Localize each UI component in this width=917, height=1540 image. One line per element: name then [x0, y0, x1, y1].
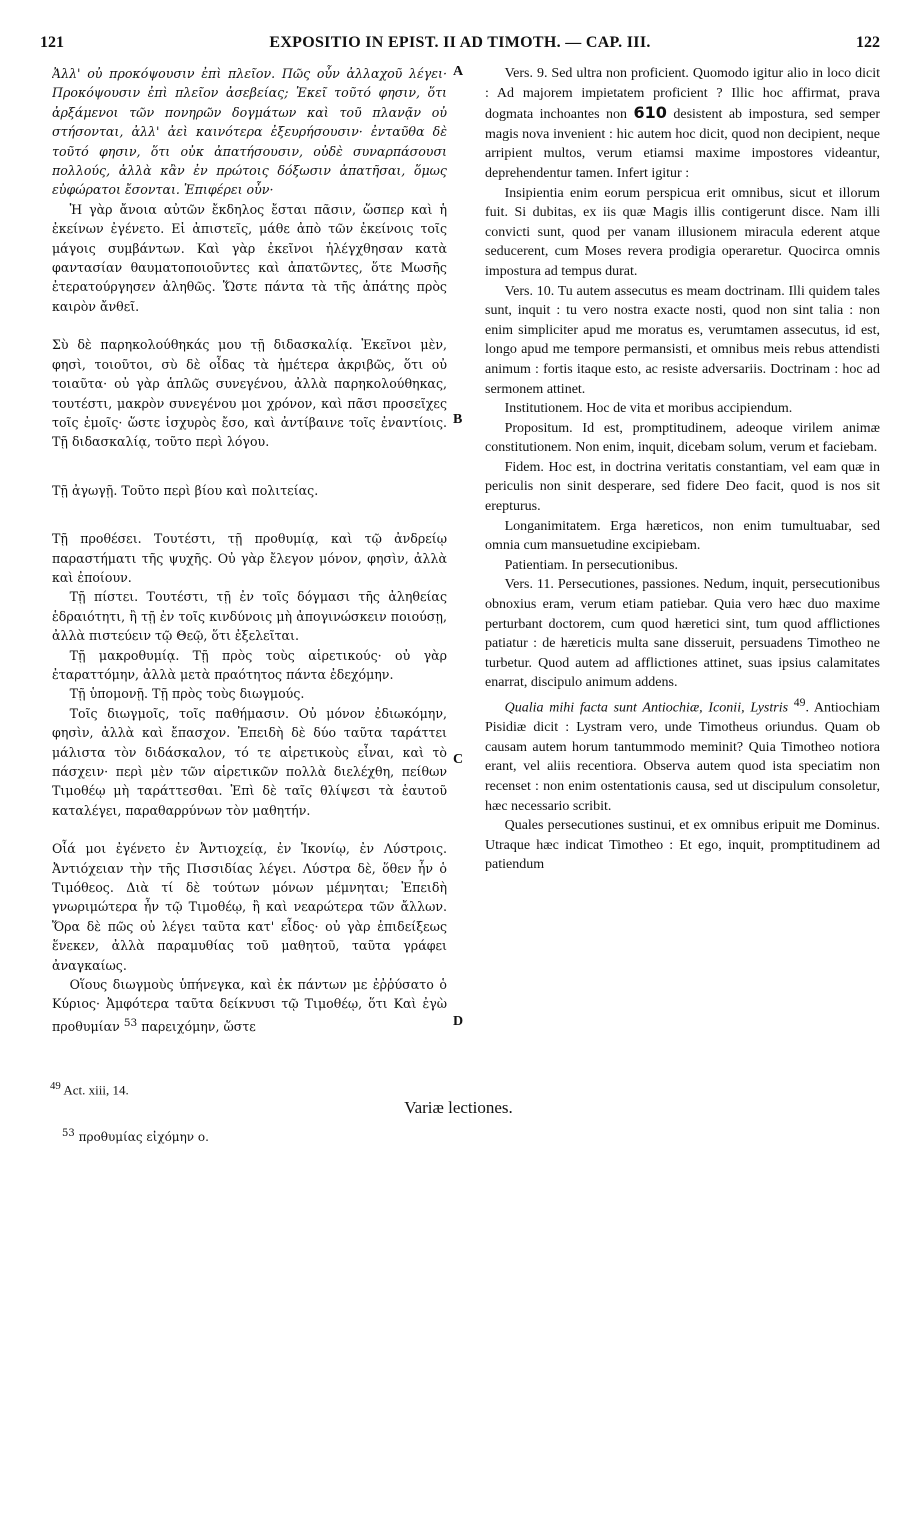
greek-paragraph	[52, 975, 447, 1036]
greek-paragraph: Ἡ γὰρ ἄνοια αὐτῶν ἔκδηλος ἔσται πᾶσιν, ὥσπερ καὶ ἡ ἐκείνων ἐγένετο. Εἰ ἀπιστεῖς, μάθε ἀπὸ τῶν ἐκείνοις τοῖς μάγοις συμβάντων. Καὶ γὰρ ἐκεῖνοι ἠλέγχθησαν κατὰ φαντασίαν θαυματοποιοῦντες καὶ ἀπατῶντες, ὅτε Μωσῆς ἐτερατούργησεν ἀληθῶς. Ὥστε πάντα τὰ τῆς ἀπάτης πρὸς καιρὸν ἄνθεῖ.	[52, 201, 447, 314]
footnote-mark: 49	[50, 1080, 61, 1092]
margin-marker-a: A	[453, 64, 464, 79]
latin-paragraph: Insipientia enim eorum perspicua erit omnibus, sicut et illorum fuit. Si dubitas, ex iis quæ Magis illis contigerunt disce. Nam illi convicti sunt, quod per vanam illusionem miracula ederent atque seducerent, cum Moses revera prodigia operaretur. Quocirca omnis impostura ad tempus durat.	[485, 185, 880, 279]
greek-text: παρειχόμην, ὥστε	[141, 1019, 256, 1035]
footnote-ref-49: 49	[793, 696, 806, 709]
running-title: EXPOSITIO IN EPIST. II AD TIMOTH. — CAP. III.	[269, 34, 651, 51]
latin-column	[485, 64, 880, 1074]
footnote-49	[50, 1080, 129, 1098]
greek-column	[52, 64, 447, 1074]
greek-paragraph: Τῇ προθέσει. Τουτέστι, τῇ προθυμίᾳ, καὶ τῷ ἀνδρείῳ παραστήματι τῆς ψυχῆς. Οὐ γὰρ ἔλεγον μόνον, φησὶν, ἀλλὰ καὶ ἐποίουν.	[52, 531, 447, 585]
latin-paragraph: Longanimitatem. Erga hæreticos, non enim tumultuabar, sed omnia cum mansuetudine excipiebam.	[485, 518, 880, 554]
latin-paragraph	[485, 693, 880, 816]
latin-paragraph: Patientiam. In persecutionibus.	[504, 557, 679, 573]
latin-text: . Antiochiam Pisidiæ dicit : Lystram vero, unde Timotheus oriundus. Quam ob causam autem horum tantummodo meminit? Quia Timotheo notiora erant, vel aliis recentiora. Observa autem quod ista speciatim non recenset : non enim ostentationis causa, sed ut discipulum consoletur, hæc necessario scribit.	[485, 700, 880, 814]
margin-marker-c: C	[453, 752, 464, 767]
latin-text: desistent ab impostura, sed semper magis nova invenient : hic autem hoc dicit, quod non decipient, neque arripient multos, verum etiamsi maxime impostores videantur, deprehendentur tamen. Infert igitur :	[485, 107, 880, 181]
greek-paragraph: Τοῖς διωγμοῖς, τοῖς παθήμασιν. Οὐ μόνον ἐδιωκόμην, φησὶν, ἀλλὰ καὶ ἔπασχον. Ἐπειδὴ δὲ δύο ταῦτα ταράττει μάλιστα τὸν διδάσκαλον, τό τε αἱρετικοὺς εἶναι, καὶ τὸ πάσχειν· περὶ μὲν τῶν αἱρετικῶν πολλὰ διελέχθη, πείθων Τιμοθέῳ μὴ ταράττεσθαι. Ἐπὶ δὲ ταῖς θλίψεσι τὰ ἑαυτοῦ καταλέγει, παραθαρρύνων τὸν μαθητήν.	[52, 705, 447, 818]
greek-paragraph: Τῇ ἀγωγῇ. Τοῦτο περὶ βίου καὶ πολιτείας.	[52, 482, 319, 498]
latin-text: Qualia mihi facta sunt Antiochiæ, Iconii, Lystris	[504, 700, 789, 716]
latin-paragraph: Vers. 10. Tu autem assecutus es meam doctrinam. Illi quidem tales sunt, inquit : tu vero nostra exacte nosti, quod non sint talia : non enim simpliciter apud me moratus es, verumtamen assecutus, id est, longo apud me tempore permansisti, et omnibus meis rebus attendisti animum : fortis itaque esto, ac resiste adversariis. Doctrinam : hoc ad sermonem attinet.	[485, 283, 880, 397]
column-number: 610	[633, 103, 667, 123]
latin-paragraph: Vers. 11. Persecutiones, passiones. Nedum, inquit, persecutionibus obnoxius eram, verum etiam patiebar. Quia vero hæc duo maxime perturbant doctorem, cum quod hæretici sint, tum quod afflictiones patiatur : de hæreticis multa sane disseruit, persuadens Timotheo ne turbetur. Quod autem ad afflictiones attinet, suas ipsius calamitates enarrat, discipulo animum addens.	[485, 577, 880, 691]
latin-paragraph: Propositum. Id est, promptitudinem, adeoque virilem animæ constitutionem. Non enim, inquit, dicebam solum, verum et faciebam.	[485, 420, 880, 456]
greek-paragraph: Ἀλλ' οὐ προκόψουσιν ἐπὶ πλεῖον. Πῶς οὖν ἀλλαχοῦ λέγει· Προκόψουσιν ἐπὶ πλεῖον ἀσεβείας; Ἐκεῖ τοῦτό φησιν, ὅτι ἀρξάμενοι τῶν πονηρῶν δογμάτων καὶ τοῦ πλανᾷν οὐ στήσονται, ἀλλ' ἀεὶ καινότερα ἐξευρήσουσιν· ἐνταῦθα δὲ τοῦτό φησιν, ὅτι οὐκ ἀπατήσουσιν, οὐδὲ συναρπάσουσι πολλούς, ἀλλὰ κἂν ἐν πρώτοις δόξωσιν ἀπατῆσαι, ὅμως εὐφώρατοι ἔσονται. Ἐπιφέρει οὖν·	[52, 66, 447, 198]
greek-paragraph: Σὺ δὲ παρηκολούθηκάς μου τῇ διδασκαλίᾳ. Ἐκεῖνοι μὲν, φησὶ, τοιοῦτοι, σὺ δὲ οἶδας τὰ ἡμέτερα ἀκριβῶς, ὅτι οὐ τοιαῦτα· οὐ γὰρ ἁπλῶς συνεγένου, ἀλλὰ παρηκολούθηκας, τουτέστι, μακρὸν συνεγένου μοι χρόνον, καὶ πᾶσι προσεῖχες τοῖς ἐμοῖς· ὥστε ἰσχυρὸς ἔσο, καὶ ἀντίβαινε τοῖς ἐναντίοις. Τῇ διδασκαλίᾳ, τοῦτο περὶ λόγου.	[52, 337, 447, 450]
footnote-mark: 53	[62, 1128, 75, 1139]
page-header	[40, 34, 880, 56]
page-number-left: 121	[40, 34, 64, 51]
greek-paragraph: Οἷά μοι ἐγένετο ἐν Ἀντιοχείᾳ, ἐν Ἰκονίῳ, ἐν Λύστροις. Ἀντιόχειαν τὴν τῆς Πισσιδίας λέγει. Λύστρα δὲ, ὅθεν ἦν ὁ Τιμόθεος. Διὰ τί δὲ τούτων μόνων μέμνηται; Ἐπειδὴ γνωριμώτερα ἦν τῷ Τιμοθέῳ, ἢ καὶ νεαρώτερα τῶν ἄλλων. Ὅρα δὲ πῶς οὐ λέγει ταῦτα κατ' εἶδος· οὐ γὰρ ἐπιδείξεως ἕνεκεν, ἀλλὰ παραμυθίας τοῦ μαθητοῦ, ταῦτα γράφει ἀναγκαίως.	[52, 841, 447, 973]
footnote-ref-53: 53	[123, 1016, 138, 1029]
greek-paragraph: Τῇ ὑπομονῇ. Τῇ πρὸς τοὺς διωγμούς.	[69, 686, 305, 702]
footnote-text: προθυμίας εἰχόμην ο.	[78, 1130, 209, 1144]
footnote-53	[62, 1128, 209, 1144]
latin-paragraph: Quales persecutiones sustinui, et ex omnibus eripuit me Dominus. Utraque hæc indicat Timotheo : Et ego, inquit, promptitudinem ad patiendum	[485, 818, 880, 873]
latin-text: Vers. 9. Sed ultra non proficient. Quomodo igitur alio in loco dicit : Ad majorem impietatem proficient ? Illic hoc affirmat, prava dogmata inchoantes non	[485, 66, 880, 123]
margin-marker-d: D	[453, 1014, 464, 1029]
latin-paragraph: Institutionem. Hoc de vita et moribus accipiendum.	[504, 401, 793, 417]
greek-paragraph: Τῇ μακροθυμίᾳ. Τῇ πρὸς τοὺς αἱρετικούς· οὐ γὰρ ἐταραττόμην, ἀλλὰ μετὰ πραότητος πάντα ἐδεχόμην.	[52, 647, 447, 682]
latin-paragraph	[485, 64, 880, 184]
footnote-text: Act. xiii, 14.	[63, 1082, 129, 1098]
greek-text: Οἵους διωγμοὺς ὑπήνεγκα, καὶ ἐκ πάντων με ἐῤῥύσατο ὁ Κύριος· Ἀμφότερα ταῦτα δείκνυσι τῷ Τιμοθέῳ, ὅτι Καὶ ἐγὼ προθυμίαν	[52, 977, 447, 1035]
page-number-right: 122	[856, 34, 880, 51]
margin-marker-b: B	[453, 412, 463, 427]
variae-lectiones-heading: Variæ lectiones.	[404, 1098, 513, 1117]
latin-paragraph: Fidem. Hoc est, in doctrina veritatis constantiam, vel eam quæ in periculis non sinit desperare, sed fidere Deo facit, quod is nos sit erepturus.	[485, 459, 880, 515]
greek-paragraph: Τῇ πίστει. Τουτέστι, τῇ ἐν τοῖς δόγμασι τῆς ἀληθείας ἑδραιότητι, ἢ τῇ ἐν τοῖς κινδύνοις μὴ ἀπογινώσκειν ποιούσῃ, ἀλλὰ πιστεύειν τῷ Θεῷ, ὅτι ἐξελεῖται.	[52, 589, 447, 644]
